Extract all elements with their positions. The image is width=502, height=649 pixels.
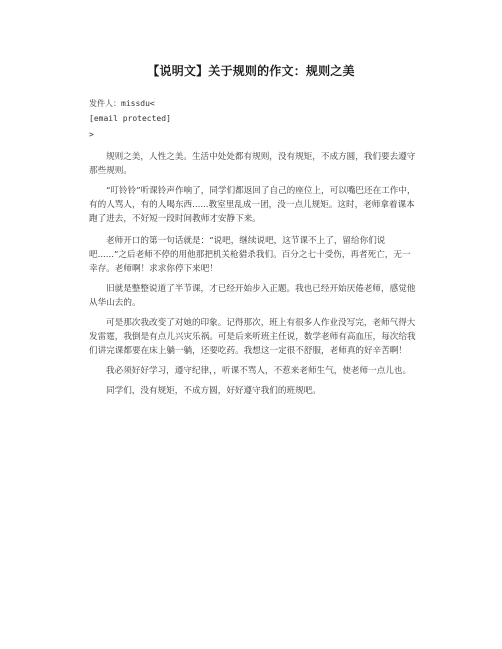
document-title: 【说明文】关于规则的作文：规则之美 (147, 64, 355, 78)
paragraph-5: 可是那次我改变了对她的印象。记得那次，班上有很多人作业没写完，老师气得大发雷霆，我倒是有点儿兴灾乐祸。可是后来听班主任说，数学老师有高血压，每次给我们讲完课都要在床上躺一躺，还要吃药。我想这一定很不舒服，老师真的好辛苦啊！ (89, 318, 416, 357)
email-link[interactable]: [email protected] (89, 114, 171, 123)
close-bracket: > (89, 130, 94, 139)
paragraph-7: 同学们，没有规矩，不成方圆，好好遵守我们的班规吧。 (106, 386, 321, 396)
paragraph-2: “叮铃铃”听课铃声作响了，同学们都返回了自己的座位上，可以嘴巴还在工作中，有的人骂人，有的人喝东西......教室里乱成一团，没一点儿规矩。这时，老师拿着课本跑了进去，不好短一段时间教师才安静下来。 (89, 186, 416, 225)
paragraph-3: 老师开口的第一句话就是：“说吧，继续说吧，这节课不上了，留给你们说吧......”之后老师不停的用他那把机关枪猎杀我们。百分之七十受伤，再者死亡，无一幸存。老师啊！求求你停下来吧！ (89, 236, 411, 275)
paragraph-6: 我必须好好学习，遵守纪律，，听课不骂人，不惹来老师生气，使老师一点儿也。 (106, 366, 412, 376)
paragraph-4: 旧就是整整说道了半节课，才已经开始步入正题。我也已经开始厌倦老师，感觉他从华山去的。 (89, 284, 416, 309)
paragraph-1: 规则之美，人性之美。生活中处处都有规则，没有规矩，不成方圆，我们要去遵守那些规则。 (89, 152, 416, 177)
sender-line: 发件人：missdu< (89, 99, 155, 108)
